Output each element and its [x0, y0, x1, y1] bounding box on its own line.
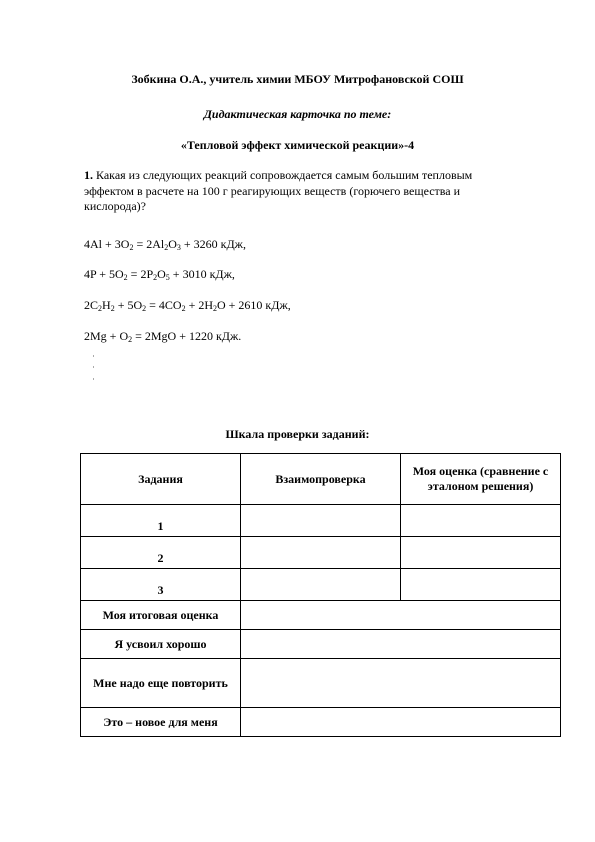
header-tasks: Задания — [81, 454, 241, 505]
table-row — [81, 601, 561, 630]
table-row — [81, 659, 561, 708]
task-number-cell: 1 — [81, 505, 241, 537]
equation-2: $4P + 5O_2 = 2P_2O_5 + 3010$ кДж, — [84, 267, 235, 282]
mark-dot — [93, 355, 94, 357]
task-question — [84, 168, 524, 215]
my-grade-cell[interactable] — [401, 537, 561, 569]
task-number-cell: 3 — [81, 569, 241, 601]
mark-dot — [93, 366, 94, 368]
mark-dot — [93, 378, 94, 380]
new-for-me-cell[interactable] — [241, 708, 561, 737]
task-text: Какая из следующих реакций сопровождается самым большим тепловым эффектом в расчете на 100 г реагирующих веществ (горючего вещества и кислорода)? — [84, 168, 473, 213]
header-peer-check: Взаимопроверка — [241, 454, 401, 505]
new-for-me-label: Это – новое для меня — [81, 708, 241, 737]
table-row — [81, 630, 561, 659]
my-grade-cell[interactable] — [401, 505, 561, 537]
author-line: Зобкина О.А., учитель химии МБОУ Митрофановской СОШ — [131, 72, 464, 86]
equation-4: $2Mg + O_2 = 2MgO + 1220$ кДж. — [84, 329, 242, 344]
task-number: 1. — [84, 168, 93, 182]
table-row — [81, 708, 561, 737]
learned-well-cell[interactable] — [241, 630, 561, 659]
final-grade-label: Моя итоговая оценка — [81, 601, 241, 630]
scale-title: Шкала проверки заданий: — [225, 427, 370, 441]
header-my-grade: Моя оценка (сравнение с эталоном решения) — [401, 454, 561, 505]
card-title: Дидактическая карточка по теме: — [203, 107, 392, 121]
table-row — [81, 569, 561, 601]
equation-3: $2C_2H_2 + 5O_2 = 4CO_2 + 2H_2O + 2610$ кДж, — [84, 298, 291, 313]
final-grade-cell[interactable] — [241, 601, 561, 630]
peer-check-cell[interactable] — [241, 569, 401, 601]
learned-well-label: Я усвоил хорошо — [81, 630, 241, 659]
table-row — [81, 537, 561, 569]
task-number-cell: 2 — [81, 537, 241, 569]
topic-title: «Тепловой эффект химической реакции»-4 — [180, 138, 415, 152]
equation-1: $4Al + 3O_2 = 2Al_2O_3 + 3260$ кДж, — [84, 237, 246, 252]
check-scale-table — [80, 453, 561, 737]
need-repeat-label: Мне надо еще повторить — [81, 659, 241, 708]
table-row — [81, 505, 561, 537]
peer-check-cell[interactable] — [241, 505, 401, 537]
table-header-row — [81, 454, 561, 505]
my-grade-cell[interactable] — [401, 569, 561, 601]
peer-check-cell[interactable] — [241, 537, 401, 569]
need-repeat-cell[interactable] — [241, 659, 561, 708]
